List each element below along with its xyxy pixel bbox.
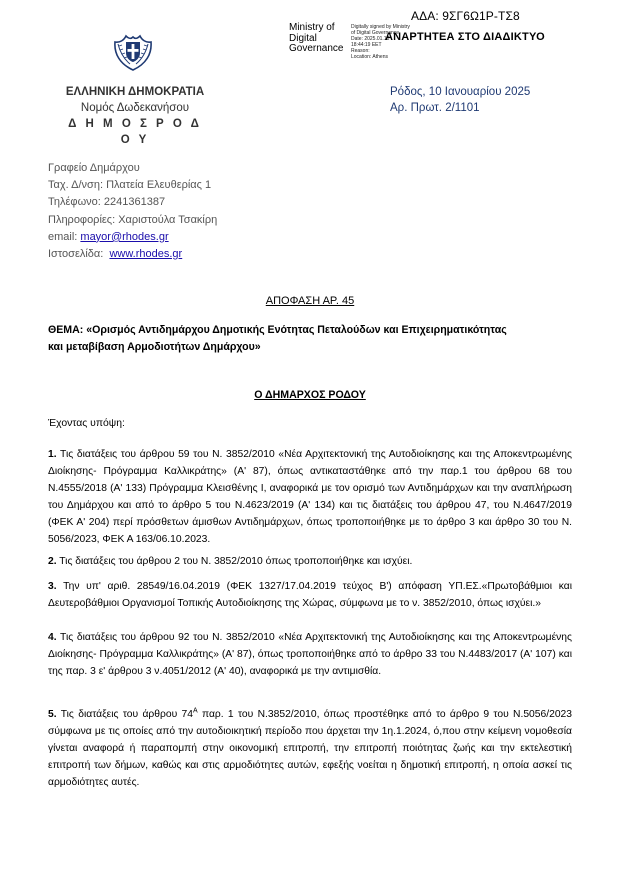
clause-5: 5. Τις διατάξεις του άρθρου $74^A$ παρ. 1 του Ν.3852/2010, όπως προστέθηκε από το άρθρο 9 του Ν.5056/2023 σύμφωνα με τις οποίες από την αυτοδιοικητική περίοδο που άρχεται την 1η.1.2024, ό,που στην κείμενη νομοθεσία γίνεται αναφορά ή παραπομπή στην οικονομική επιτροπή, την επιτροπή ποιότητας ζωής και την εκτελεστική επιτροπή των δήμων, καθώς και στις αρμοδιότητες αυτών, εφεξής νοείται η δημοτική επιτροπή, η οποία ασκεί τις αρμοδιότητες αυτές. [48, 707, 572, 788]
office-phone: Τηλέφωνο: 2241361387 [48, 196, 166, 209]
decision-number: ΑΠΟΦΑΣΗ ΑΡ. 45 [265, 295, 355, 307]
clause-2: 2. Τις διατάξεις του άρθρου 2 του Ν. 3852/2010 όπως τροποποιήθηκε και ισχύει. [48, 556, 413, 567]
prefecture-line: Νομός Δωδεκανήσου [80, 102, 190, 114]
municipality-line: Δ Η Μ Ο Σ Ρ Ο Δ Ο Υ [68, 118, 202, 146]
office-contact-block [48, 160, 217, 263]
mayor-title: Ο ΔΗΜΑΡΧΟΣ ΡΟΔΟΥ [254, 389, 366, 401]
website-link[interactable]: www.rhodes.gr [109, 248, 183, 261]
digital-signature [289, 22, 589, 60]
republic-line: ΕΛΛΗΝΙΚΗ ΔΗΜΟΚΡΑΤΙΑ [65, 86, 205, 98]
protocol-number: Αρ. Πρωτ. 2/1101 [390, 102, 480, 114]
clause-4: 4. Τις διατάξεις του άρθρου 92 του Ν. 3852/2010 «Νέα Αρχιτεκτονική της Αυτοδιοίκησης και της Αποκεντρωμένης Διοίκησης- Πρόγραμμα Καλλικράτης» (Α' 87), όπως τροποποιήθηκε από το άρθρο 33 του Ν.4483/2017 (Α' 107) και της παρ. 3 ε' άρθρου 3 ν.4051/2012 (Α' 40), αναφορικά με την αντιμισθία. [48, 632, 572, 677]
posted-online-label: ΑΝΑΡΤΗΤΕΑ ΣΤΟ ΔΙΑΔΙΚΤΥΟ [385, 31, 545, 43]
signature-ministry: Ministry of Digital Governance [289, 22, 344, 54]
considering-label: Έχοντας υπόψη: [48, 418, 125, 429]
clause-1: 1. Τις διατάξεις του άρθρου 59 του Ν. 3852/2010 «Νέα Αρχιτεκτονική της Αυτοδιοίκησης και της Αποκεντρωμένης Διοίκησης- Πρόγραμμα Καλλικράτης» (Α' 87), όπως αντικαταστάθηκε από την παρ.1 του άρθρου 68 του Ν.4555/2018 (Α' 133) Πρόγραμμα Κλεισθένης Ι, αναφορικά με τον ορισμό των Αντιδημάρχων και την αναπλήρωση του Δημάρχου και από το άρθρο 5 του Ν.4623/2019 (Α' 134) και τις διατάξεις του άρθρου 47, του Ν.4647/2019 (ΦΕΚ Α' 204) περί πρόσθετων άμισθων Αντιδημάρχων, όπως τροποποιήθηκε με το άρθρο 3 και άρθρο 30 του Ν. 5056/2023, ΦΕΚ Α 163/06.10.2023. [48, 449, 572, 545]
greek-emblem-icon [110, 26, 156, 72]
ada-code: ΑΔΑ: 9ΣΓ6Ω1Ρ-ΤΣ8 [411, 9, 520, 23]
email-link[interactable]: mayor@rhodes.gr [80, 230, 169, 243]
clause-3: 3. Την υπ' αριθ. 28549/16.04.2019 (ΦΕΚ 1327/17.04.2019 τεύχος Β') απόφαση ΥΠ.ΕΣ.«Πρωτοβάθμιοι και Δευτεροβάθμιοι Οργανισμοί Τοπικής Αυτοδιοίκησης της Χώρας, σύμφωνα με το ν. 3852/2010, όπως ισχύει.» [48, 581, 572, 609]
decision-subject: ΘΕΜΑ: «Ορισμός Αντιδημάρχου Δημοτικής Ενότητας Πεταλούδων και Επιχειρηματικότητας και μεταβίβαση Αρμοδιοτήτων Δημάρχου» [48, 324, 507, 353]
office-website-row: Ιστοσελίδα: www.rhodes.gr [48, 248, 183, 261]
office-email-row: email: mayor@rhodes.gr [48, 230, 169, 243]
signature-details: Digitally signed by Ministry of Digital Governance Date: 2025.01.13 18:44:19 EET Reason: Location: Athens [351, 24, 410, 60]
date-protocol-block [390, 84, 530, 116]
office-info: Πληροφορίες: Χαριστούλα Τσακίρη [48, 213, 218, 226]
issuer-header [60, 84, 210, 148]
office-address: Ταχ. Δ/νση: Πλατεία Ελευθερίας 1 [48, 179, 212, 192]
document-date: Ρόδος, 10 Ιανουαρίου 2025 [390, 86, 531, 98]
office-name: Γραφείο Δημάρχου [48, 162, 140, 174]
